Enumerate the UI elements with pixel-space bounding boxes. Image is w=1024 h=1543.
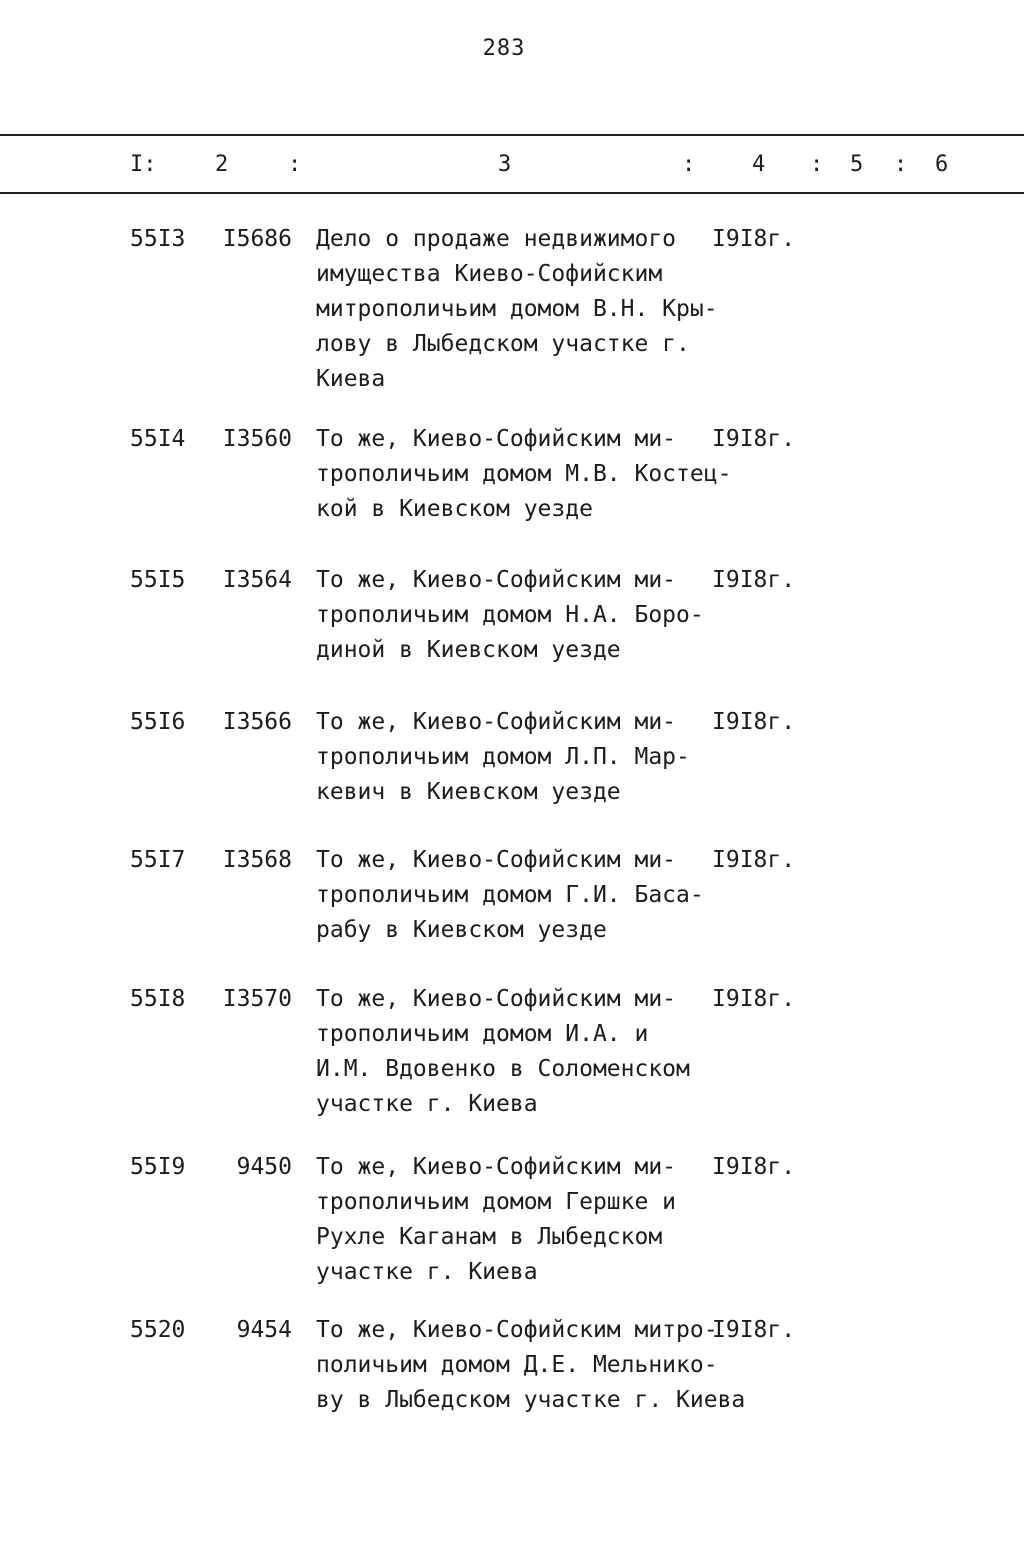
- entry-title-line: ву в Лыбедском участке г. Киева: [316, 1387, 746, 1413]
- entry-title-line: Рухле Каганам в Лыбедском: [316, 1224, 663, 1250]
- entry-year: I9I8г.: [712, 426, 796, 452]
- header-separator: :: [682, 152, 696, 177]
- entry-title-line: митрополичьим домом В.Н. Кры-: [316, 296, 718, 322]
- entry-title-line: То же, Киево-Софийским ми-: [316, 567, 677, 593]
- entry-title-line: участке г. Киева: [316, 1259, 538, 1285]
- entry-title-line: То же, Киево-Софийским митро-: [316, 1317, 718, 1343]
- entry-year: I9I8г.: [712, 847, 796, 873]
- entry-title-line: кевич в Киевском уезде: [316, 779, 621, 805]
- entry-title: [316, 422, 736, 527]
- header-col-5: 5: [850, 152, 864, 177]
- entry-title-line: То же, Киево-Софийским ми-: [316, 426, 677, 452]
- entry-title: [316, 1150, 736, 1290]
- entry-title: [316, 563, 736, 668]
- entry-title-line: То же, Киево-Софийским ми-: [316, 709, 677, 735]
- entry-number: 5520: [130, 1317, 186, 1343]
- entry-number: 55I4: [130, 426, 186, 452]
- entry-title-line: То же, Киево-Софийским ми-: [316, 986, 677, 1012]
- entry-title-line: Киева: [316, 366, 386, 392]
- page-number: 283: [482, 36, 526, 61]
- entry-number: 55I6: [130, 709, 186, 735]
- entry-title-line: рабу в Киевском уезде: [316, 917, 607, 943]
- entry-year: I9I8г.: [712, 709, 796, 735]
- entry-title-line: участке г. Киева: [316, 1091, 538, 1117]
- entry-year: I9I8г.: [712, 1317, 796, 1343]
- entry-title-line: То же, Киево-Софийским ми-: [316, 1154, 677, 1180]
- entry-title: [316, 843, 736, 948]
- header-col-2: 2: [215, 152, 229, 177]
- entry-title-line: лову в Лыбедском участке г.: [316, 331, 690, 357]
- entry-reference-number: 9454: [236, 1317, 292, 1343]
- entry-number: 55I9: [130, 1154, 186, 1180]
- entry-title-line: Дело о продаже недвижимого: [316, 226, 677, 252]
- entry-number: 55I3: [130, 226, 186, 252]
- entry-title: [316, 705, 736, 810]
- header-col-6: 6: [935, 152, 949, 177]
- entry-reference-number: I5686: [222, 226, 292, 252]
- entry-title: [316, 222, 736, 397]
- entry-title-line: трополичьим домом М.В. Костец-: [316, 461, 732, 487]
- entry-title: [316, 982, 736, 1122]
- header-top-rule: [0, 134, 1024, 136]
- entry-year: I9I8г.: [712, 986, 796, 1012]
- entry-reference-number: I3570: [222, 986, 292, 1012]
- entry-title-line: трополичьим домом Л.П. Мар-: [316, 744, 690, 770]
- entry-year: I9I8г.: [712, 1154, 796, 1180]
- header-col-3: 3: [498, 152, 512, 177]
- entry-title-line: кой в Киевском уезде: [316, 496, 593, 522]
- entry-title-line: трополичьим домом Гершке и: [316, 1189, 677, 1215]
- entry-title-line: трополичьим домом Н.А. Боро-: [316, 602, 704, 628]
- entry-reference-number: I3566: [222, 709, 292, 735]
- header-separator: :: [894, 152, 908, 177]
- header-separator: :: [288, 152, 302, 177]
- column-header-row: [0, 152, 1024, 184]
- entry-reference-number: I3560: [222, 426, 292, 452]
- header-separator: :: [810, 152, 824, 177]
- entry-number: 55I7: [130, 847, 186, 873]
- entry-title-line: имущества Киево-Софийским: [316, 261, 663, 287]
- entry-reference-number: I3564: [222, 567, 292, 593]
- entry-year: I9I8г.: [712, 567, 796, 593]
- entry-year: I9I8г.: [712, 226, 796, 252]
- entry-title-line: диной в Киевском уезде: [316, 637, 621, 663]
- entry-title-line: поличьим домом Д.Е. Мельнико-: [316, 1352, 718, 1378]
- entry-title-line: И.М. Вдовенко в Соломенском: [316, 1056, 690, 1082]
- header-col-4: 4: [752, 152, 766, 177]
- header-col-1: I:: [130, 152, 157, 177]
- entry-title-line: То же, Киево-Софийским ми-: [316, 847, 677, 873]
- entry-number: 55I8: [130, 986, 186, 1012]
- entry-number: 55I5: [130, 567, 186, 593]
- entry-title: [316, 1313, 746, 1418]
- entry-reference-number: 9450: [236, 1154, 292, 1180]
- entry-reference-number: I3568: [222, 847, 292, 873]
- header-bottom-rule: [0, 192, 1024, 194]
- entry-title-line: трополичьим домом И.А. и: [316, 1021, 649, 1047]
- entry-title-line: трополичьим домом Г.И. Баса-: [316, 882, 704, 908]
